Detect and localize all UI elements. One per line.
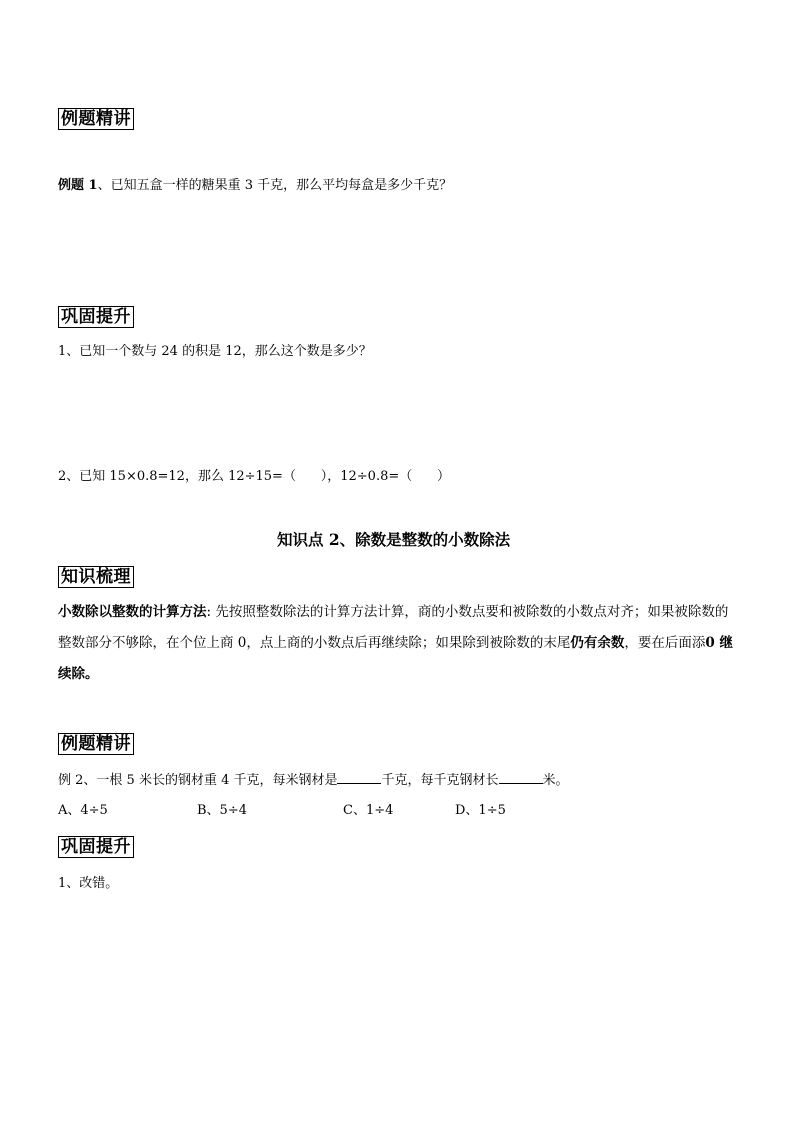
example-1: [58, 177, 452, 195]
section-header-label: 知识梳理: [58, 566, 134, 588]
knowledge-text-2: ，要在后面添: [624, 635, 706, 651]
option-b: B、5÷4: [197, 803, 247, 818]
knowledge-paragraph: [58, 597, 738, 690]
section-header-practice-1: [58, 306, 134, 328]
practice-question-2: 2、已知 15×0.8=12，那么 12÷15=（ ），12÷0.8=（ ）: [58, 469, 451, 484]
section-header-label: 例题精讲: [58, 733, 134, 755]
option-d: D、1÷5: [455, 803, 506, 818]
knowledge-text-1: : 先按照整数除法的计算方法计算，商的小数点要和被除数的小数点对齐；如果被除数的整数部分不够除，在个位上商 0，点上商的小数点后再继续除；如果除到被除数的末尾: [58, 604, 729, 651]
example-1-prefix: 例题 1: [58, 178, 98, 193]
section-header-label: 巩固提升: [58, 836, 134, 858]
option-c: C、1÷4: [343, 803, 394, 818]
section-header-label: 例题精讲: [58, 108, 134, 130]
knowledge-emphasis-1: 仍有余数: [570, 635, 625, 651]
answer-blank-1[interactable]: [337, 771, 381, 784]
section-header-label: 巩固提升: [58, 306, 134, 328]
example-2-text-3: 米。: [542, 773, 569, 788]
practice-2-question-1: 1、改错。: [58, 876, 119, 891]
knowledge-lead: 小数除以整数的计算方法: [58, 604, 207, 620]
section-header-example-1: [58, 108, 134, 130]
example-2: [58, 771, 569, 790]
practice-question-1: 1、已知一个数与 24 的积是 12，那么这个数是多少？: [58, 344, 372, 359]
option-a: A、4÷5: [58, 803, 108, 818]
example-2-text-1: 例 2、一根 5 米长的钢材重 4 千克，每米钢材是: [58, 773, 338, 788]
section-header-knowledge: [58, 566, 134, 588]
example-1-text: 、已知五盒一样的糖果重 3 千克，那么平均每盒是多少千克？: [97, 178, 453, 193]
knowledge-emphasis-2: 0 继续除。: [58, 635, 733, 682]
example-2-text-2: 千克，每千克钢材长: [381, 773, 499, 788]
knowledge-point-title: 知识点 2、除数是整数的小数除法: [277, 530, 511, 549]
answer-blank-2[interactable]: [499, 771, 543, 784]
section-header-practice-2: [58, 836, 134, 858]
section-header-example-2: [58, 733, 134, 755]
